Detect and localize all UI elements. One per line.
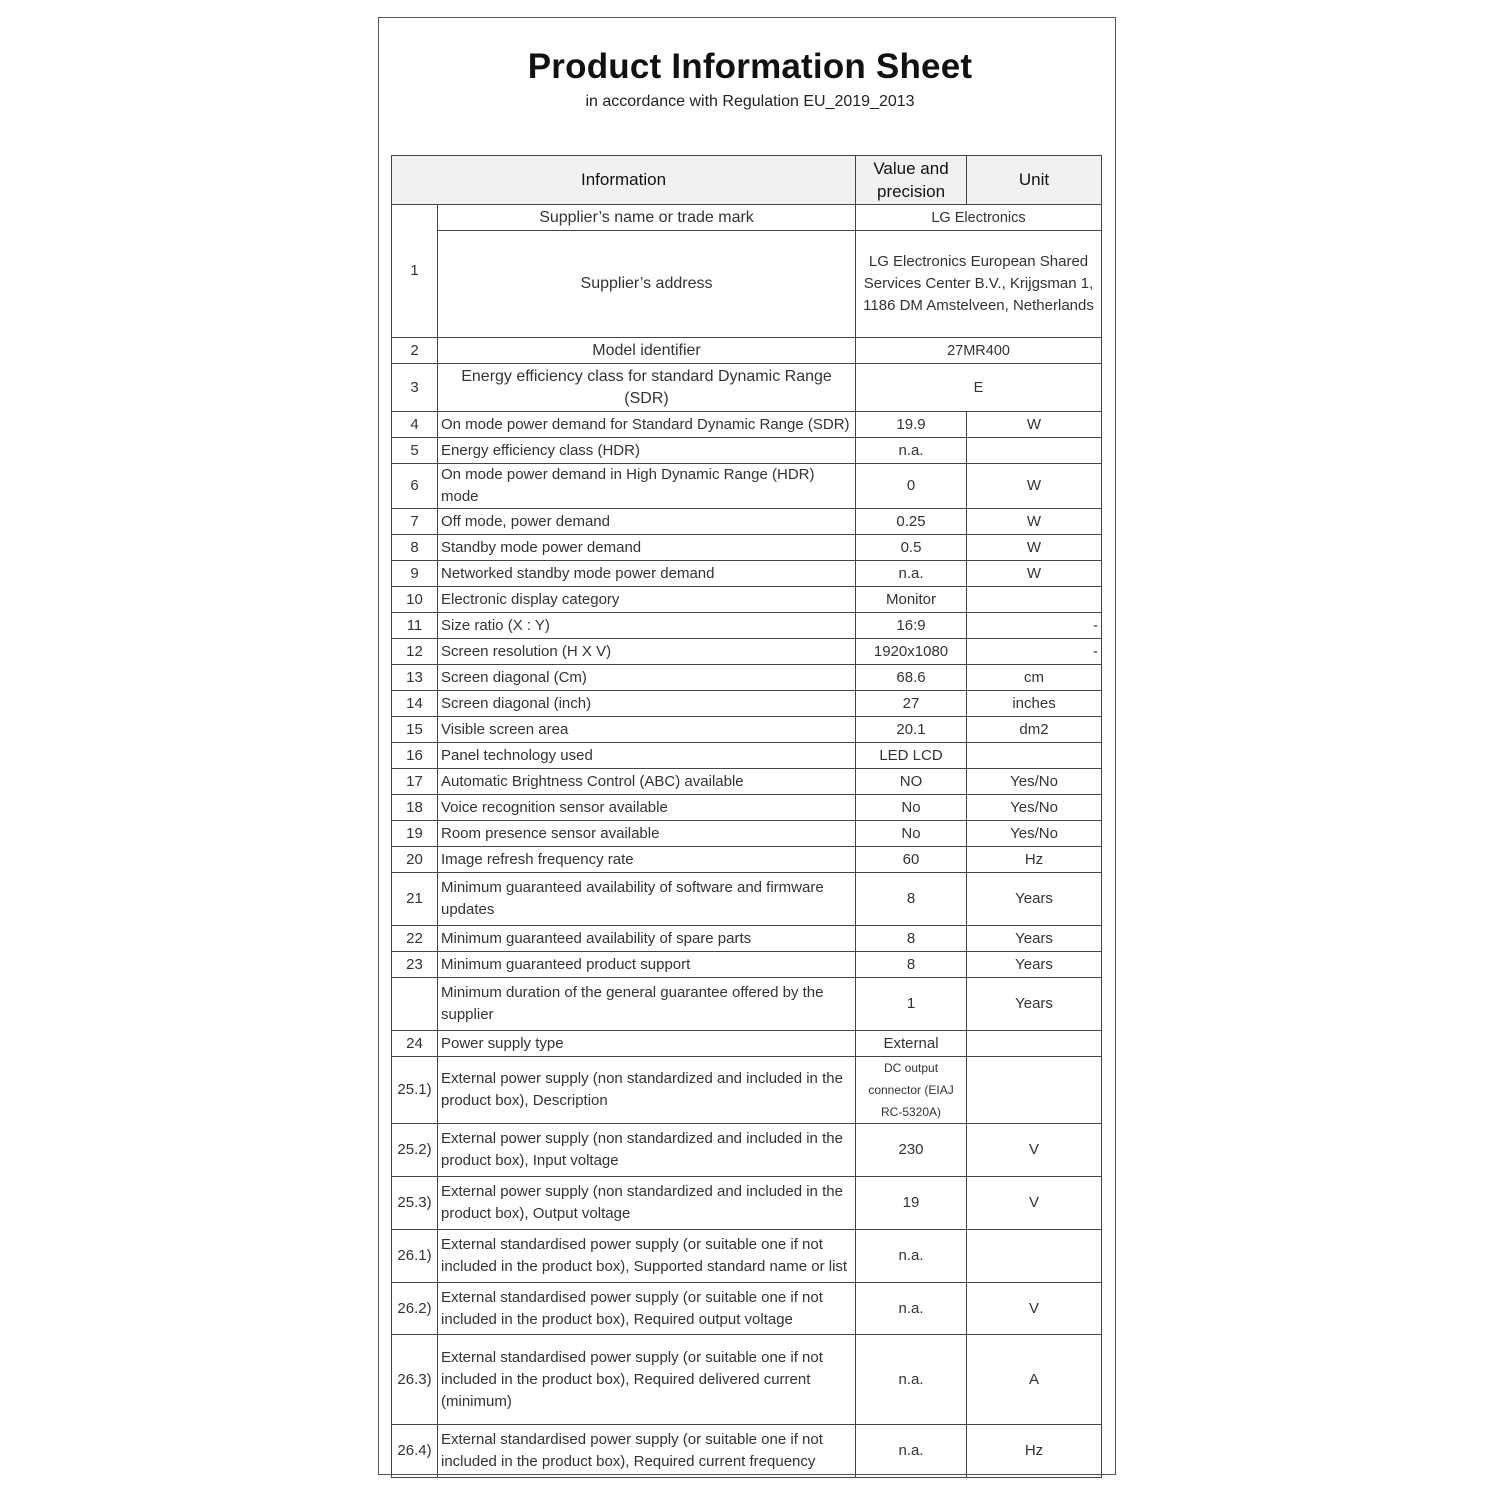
row-value: 0.25 (856, 509, 967, 535)
row-number: 19 (392, 821, 438, 847)
supplier-address-label: Supplier’s address (438, 231, 856, 338)
row-description: Screen diagonal (Cm) (438, 665, 856, 691)
table-row (392, 231, 1102, 338)
row-number: 5 (392, 438, 438, 464)
table-row (392, 926, 1102, 952)
row-unit: Hz (967, 847, 1102, 873)
row-description: External power supply (non standardized and included in the product box), Output voltage (438, 1177, 856, 1230)
table-row (392, 691, 1102, 717)
row-number: 22 (392, 926, 438, 952)
row-value: n.a. (856, 1230, 967, 1283)
row-unit (967, 1031, 1102, 1057)
row-unit: cm (967, 665, 1102, 691)
row-value: 60 (856, 847, 967, 873)
row-description: Automatic Brightness Control (ABC) available (438, 769, 856, 795)
row-value: DC output connector (EIAJ RC-5320A) (856, 1057, 967, 1124)
row-unit: dm2 (967, 717, 1102, 743)
row-value: n.a. (856, 1335, 967, 1425)
row-number: 8 (392, 535, 438, 561)
row-value: 0 (856, 464, 967, 509)
table-row (392, 952, 1102, 978)
row-description: External standardised power supply (or suitable one if not included in the product box), Supported standard name or list (438, 1230, 856, 1283)
row-number: 1 (392, 205, 438, 338)
row-value: External (856, 1031, 967, 1057)
row-number: 11 (392, 613, 438, 639)
model-identifier-label: Model identifier (438, 338, 856, 364)
row-value: 8 (856, 952, 967, 978)
table-row (392, 1230, 1102, 1283)
table-row (392, 464, 1102, 509)
row-description: Minimum duration of the general guarantee offered by the supplier (438, 978, 856, 1031)
table-row (392, 847, 1102, 873)
row-description: Screen resolution (H X V) (438, 639, 856, 665)
row-description: Power supply type (438, 1031, 856, 1057)
row-value: 8 (856, 926, 967, 952)
row-value: 0.5 (856, 535, 967, 561)
row-value: No (856, 795, 967, 821)
row-number: 2 (392, 338, 438, 364)
table-row (392, 769, 1102, 795)
row-unit: W (967, 561, 1102, 587)
row-unit (967, 1057, 1102, 1124)
row-description: Networked standby mode power demand (438, 561, 856, 587)
row-value: n.a. (856, 561, 967, 587)
row-number: 9 (392, 561, 438, 587)
row-unit: Years (967, 978, 1102, 1031)
row-unit: Years (967, 952, 1102, 978)
row-unit (967, 438, 1102, 464)
row-description: External power supply (non standardized and included in the product box), Description (438, 1057, 856, 1124)
row-unit: Hz (967, 1425, 1102, 1478)
row-description: Voice recognition sensor available (438, 795, 856, 821)
row-number: 6 (392, 464, 438, 509)
row-unit: W (967, 464, 1102, 509)
row-number: 10 (392, 587, 438, 613)
table-row (392, 717, 1102, 743)
row-value: 19 (856, 1177, 967, 1230)
supplier-name-value: LG Electronics (856, 205, 1102, 231)
row-unit: V (967, 1283, 1102, 1335)
row-description: On mode power demand in High Dynamic Range (HDR) mode (438, 464, 856, 509)
row-unit: - (967, 639, 1102, 665)
row-description: Screen diagonal (inch) (438, 691, 856, 717)
row-unit: Yes/No (967, 795, 1102, 821)
row-unit: Yes/No (967, 769, 1102, 795)
header-information: Information (392, 156, 856, 205)
row-value: 1920x1080 (856, 639, 967, 665)
row-value: 68.6 (856, 665, 967, 691)
row-description: Visible screen area (438, 717, 856, 743)
row-unit (967, 587, 1102, 613)
energy-class-label: Energy efficiency class for standard Dynamic Range (SDR) (438, 364, 856, 412)
row-number: 15 (392, 717, 438, 743)
row-unit: Years (967, 873, 1102, 926)
table-row (392, 338, 1102, 364)
row-description: External power supply (non standardized and included in the product box), Input voltage (438, 1124, 856, 1177)
row-value: n.a. (856, 1425, 967, 1478)
row-value: NO (856, 769, 967, 795)
row-number: 24 (392, 1031, 438, 1057)
row-value: n.a. (856, 438, 967, 464)
table-row (392, 587, 1102, 613)
table-row (392, 795, 1102, 821)
row-description: Off mode, power demand (438, 509, 856, 535)
row-unit: - (967, 613, 1102, 639)
table-row (392, 438, 1102, 464)
row-unit: V (967, 1124, 1102, 1177)
row-description: Minimum guaranteed availability of spare parts (438, 926, 856, 952)
row-unit: Yes/No (967, 821, 1102, 847)
row-value: 1 (856, 978, 967, 1031)
row-unit: W (967, 509, 1102, 535)
row-description: Image refresh frequency rate (438, 847, 856, 873)
row-number (392, 978, 438, 1031)
row-number: 18 (392, 795, 438, 821)
row-unit: A (967, 1335, 1102, 1425)
row-value: 16:9 (856, 613, 967, 639)
model-identifier-value: 27MR400 (856, 338, 1102, 364)
row-number: 26.2) (392, 1283, 438, 1335)
row-unit (967, 1230, 1102, 1283)
table-row (392, 1057, 1102, 1124)
row-number: 20 (392, 847, 438, 873)
energy-class-value: E (856, 364, 1102, 412)
row-description: Standby mode power demand (438, 535, 856, 561)
header-unit: Unit (967, 156, 1102, 205)
row-value: No (856, 821, 967, 847)
address-line: 1186 DM Amstelveen, Netherlands (863, 297, 1094, 314)
supplier-name-label: Supplier’s name or trade mark (438, 205, 856, 231)
table-row (392, 205, 1102, 231)
row-number: 13 (392, 665, 438, 691)
row-description: Minimum guaranteed availability of software and firmware updates (438, 873, 856, 926)
row-number: 4 (392, 412, 438, 438)
row-number: 3 (392, 364, 438, 412)
address-line: Services Center B.V., Krijgsman 1, (863, 275, 1094, 292)
row-number: 16 (392, 743, 438, 769)
table-row (392, 743, 1102, 769)
row-unit: W (967, 412, 1102, 438)
row-value: 8 (856, 873, 967, 926)
table-row (392, 665, 1102, 691)
row-description: Energy efficiency class (HDR) (438, 438, 856, 464)
row-number: 7 (392, 509, 438, 535)
table-row (392, 873, 1102, 926)
address-line: LG Electronics European Shared (868, 253, 1089, 270)
table-row (392, 1425, 1102, 1478)
page-subtitle: in accordance with Regulation EU_2019_2013 (585, 93, 915, 110)
row-description: Minimum guaranteed product support (438, 952, 856, 978)
row-description: External standardised power supply (or suitable one if not included in the product box), Required output voltage (438, 1283, 856, 1335)
row-number: 25.2) (392, 1124, 438, 1177)
row-description: On mode power demand for Standard Dynamic Range (SDR) (438, 412, 856, 438)
row-description: External standardised power supply (or suitable one if not included in the product box), Required delivered current (minimum) (438, 1335, 856, 1425)
product-information-table (391, 155, 1102, 1478)
table-row (392, 412, 1102, 438)
table-row (392, 821, 1102, 847)
row-value: 20.1 (856, 717, 967, 743)
supplier-address-value (856, 231, 1102, 338)
table-row (392, 613, 1102, 639)
table-row (392, 1031, 1102, 1057)
table-row (392, 1283, 1102, 1335)
table-row (392, 639, 1102, 665)
row-value: 27 (856, 691, 967, 717)
row-number: 26.1) (392, 1230, 438, 1283)
row-number: 26.4) (392, 1425, 438, 1478)
row-value: Monitor (856, 587, 967, 613)
row-description: External standardised power supply (or suitable one if not included in the product box), Required current frequency (438, 1425, 856, 1478)
row-unit: Years (967, 926, 1102, 952)
row-value: LED LCD (856, 743, 967, 769)
row-unit: W (967, 535, 1102, 561)
row-number: 17 (392, 769, 438, 795)
table-row (392, 561, 1102, 587)
header-value-line2: precision (876, 182, 946, 201)
table-row (392, 1177, 1102, 1230)
table-row (392, 509, 1102, 535)
header-value-precision (856, 156, 967, 205)
row-description: Panel technology used (438, 743, 856, 769)
header-value-line1: Value and (873, 159, 949, 178)
row-description: Electronic display category (438, 587, 856, 613)
table-header-row (392, 156, 1102, 205)
row-value: 230 (856, 1124, 967, 1177)
row-description: Room presence sensor available (438, 821, 856, 847)
row-value: n.a. (856, 1283, 967, 1335)
table-row (392, 1335, 1102, 1425)
row-number: 12 (392, 639, 438, 665)
row-number: 23 (392, 952, 438, 978)
row-number: 25.3) (392, 1177, 438, 1230)
page-title: Product Information Sheet (527, 47, 973, 86)
table-row (392, 978, 1102, 1031)
row-value: 19.9 (856, 412, 967, 438)
row-description: Size ratio (X : Y) (438, 613, 856, 639)
table-row (392, 1124, 1102, 1177)
row-number: 21 (392, 873, 438, 926)
row-unit: inches (967, 691, 1102, 717)
row-number: 25.1) (392, 1057, 438, 1124)
table-row (392, 535, 1102, 561)
row-unit (967, 743, 1102, 769)
row-number: 14 (392, 691, 438, 717)
table-row (392, 364, 1102, 412)
row-unit: V (967, 1177, 1102, 1230)
row-number: 26.3) (392, 1335, 438, 1425)
